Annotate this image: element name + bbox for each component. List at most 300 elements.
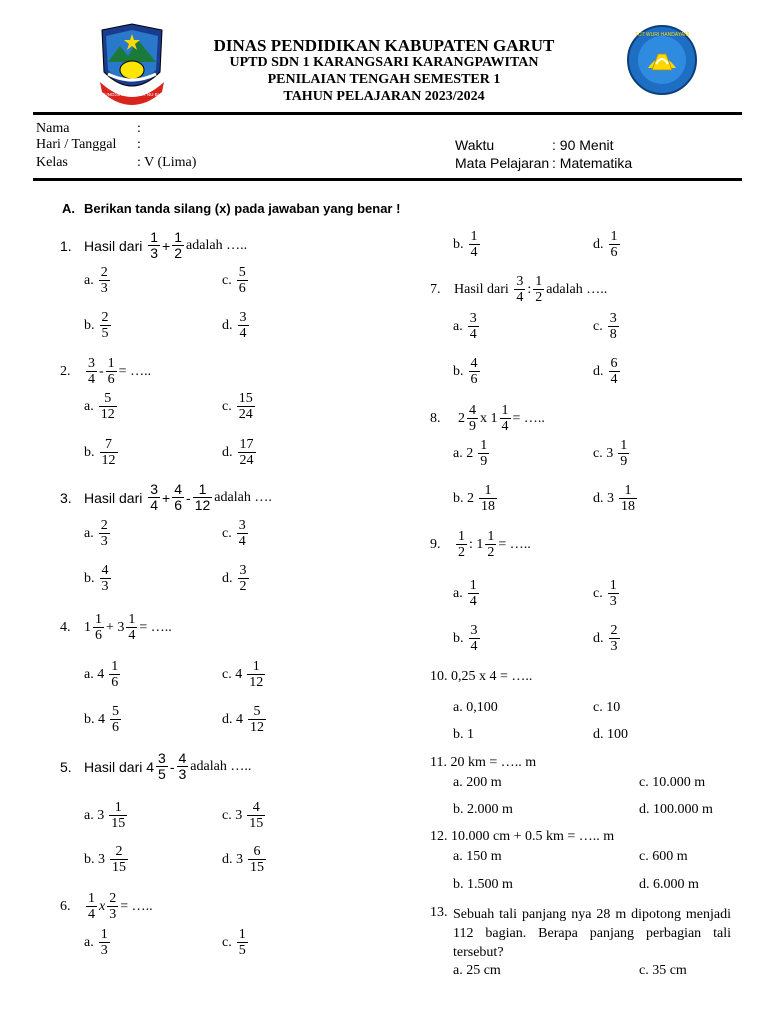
option-c[interactable] [593,311,621,342]
operator: - [186,489,191,506]
fraction [100,310,111,341]
denominator: 4 [88,372,95,387]
option-label: a. [84,398,94,414]
fraction [238,437,256,468]
numerator: 1 [480,438,488,453]
fraction [99,518,110,549]
question-number: 6. [60,898,71,914]
question-suffix: = ….. [118,363,152,379]
fraction [609,356,620,387]
fraction [86,356,97,387]
option-a[interactable] [84,927,112,958]
option-d[interactable] [593,229,622,260]
denominator: 9 [469,419,476,434]
fraction [237,265,248,296]
denominator: 3 [100,534,108,549]
operator: - [169,758,175,775]
denominator: 6 [470,372,478,387]
fraction [468,311,479,342]
denominator: 18 [481,499,495,514]
option-c[interactable] [222,265,250,296]
fraction [148,482,160,513]
option-label: d. 3 [593,490,614,506]
question-number: 3. [60,489,72,506]
question-9 [430,529,531,560]
option-label: a. [84,934,94,950]
option-label: b. [84,444,95,460]
question-text: Hasil dari [84,237,143,254]
numerator: 17 [239,437,254,452]
option-label: c. [222,398,232,414]
operator: x 1 [480,410,498,426]
numerator: 6 [253,844,261,859]
option-label: d. [593,236,604,252]
option-a[interactable] [84,800,129,831]
denominator: 8 [609,327,617,342]
numerator: 1 [535,274,543,289]
left-logo-motto: TEPI SEUNGGIRA GUNTUR NU BUGENAR [87,92,177,97]
option-label: d. 4 [222,711,243,727]
fraction [479,483,497,514]
denominator: 15 [112,860,126,875]
numerator: 2 [100,265,108,280]
option-c[interactable]: c. 10.000 m [639,775,706,790]
numerator: 2 [101,310,109,325]
denominator: 4 [150,497,159,513]
denominator: 9 [480,454,488,469]
denominator: 4 [128,628,136,643]
option-label: a. [84,525,94,541]
denominator: 2 [535,290,543,305]
option-b[interactable] [453,623,482,654]
numerator: 4 [174,481,183,497]
info-mapel-value: : Matematika [552,155,633,171]
fraction [238,563,249,594]
option-c[interactable] [222,927,250,958]
numerator: 1 [100,927,108,942]
option-b[interactable] [84,437,120,468]
fraction [608,578,619,609]
question-number: 13. [430,905,448,920]
info-kelas-value: : V (Lima) [137,155,197,170]
question-suffix: = ….. [120,898,153,914]
option-d[interactable]: d. 6.000 m [639,877,699,892]
denominator: 12 [194,497,211,513]
numerator: 4 [252,800,260,815]
numerator: 1 [88,891,95,906]
question-4 [60,612,172,643]
question-12: 12. 10.000 cm + 0.5 km = ….. m [430,829,615,844]
denominator: 9 [620,454,628,469]
option-c[interactable] [222,518,250,549]
option-d[interactable] [593,623,622,654]
denominator: 3 [178,766,187,782]
question-text: Hasil dari [454,281,509,297]
question-8 [430,403,545,434]
question-6 [60,891,153,922]
denominator: 12 [101,453,116,468]
denominator: 4 [610,372,618,387]
instruction-letter: A. [62,201,75,216]
fraction [100,563,111,594]
question-7 [430,274,607,305]
fraction [148,230,160,261]
option-d[interactable]: d. 100.000 m [639,802,713,817]
numerator: 2 [610,623,618,638]
numerator: 1 [128,612,136,627]
question-2 [60,356,151,387]
numerator: 3 [516,274,524,289]
numerator: 1 [238,927,246,942]
option-a[interactable] [84,265,112,296]
whole-number: 1 [84,619,91,635]
numerator: 2 [109,891,117,906]
header-line-2: UPTD SDN 1 KARANGSARI KARANGPAWITAN [229,55,539,70]
fraction [99,927,110,958]
fraction [109,659,120,690]
denominator: 6 [238,281,246,296]
fraction [107,891,118,922]
option-b[interactable]: b. 2.000 m [453,802,513,817]
numerator: 1 [469,578,477,593]
fraction [100,437,118,468]
fraction [609,623,620,654]
numerator: 3 [238,518,246,533]
denominator: 4 [469,594,477,609]
option-a[interactable] [453,438,491,469]
option-c[interactable]: c. 10 [593,700,621,715]
fraction [619,483,637,514]
info-hari-sep: : [137,137,141,152]
denominator: 6 [174,497,183,513]
fraction [248,844,266,875]
denominator: 2 [458,545,465,560]
option-d[interactable] [222,844,268,875]
numerator: 1 [95,612,102,627]
option-label: d. 3 [222,851,243,867]
option-c[interactable]: c. 600 m [639,849,688,864]
question-text: Hasil dari [84,489,143,506]
numerator: 1 [114,800,122,815]
option-a[interactable] [453,311,481,342]
numerator: 1 [458,529,465,544]
fraction [456,529,467,560]
denominator: 4 [88,907,95,922]
operator: : [527,281,532,297]
operator: + 3 [106,619,125,635]
denominator: 6 [111,675,119,690]
fraction [469,623,480,654]
denominator: 4 [501,419,509,434]
denominator: 3 [101,579,109,594]
option-label: b. [84,317,95,333]
operator: + [162,237,171,254]
denominator: 24 [238,407,253,422]
option-label: a. [84,272,94,288]
info-hari-label: Hari / Tanggal [36,137,117,152]
fraction [237,391,255,422]
info-kelas-label: Kelas [36,155,68,170]
fraction [193,482,213,513]
option-d[interactable] [222,563,251,594]
numerator: 1 [470,229,478,244]
fraction [156,751,168,782]
question-suffix: adalah …. [214,489,272,505]
option-a[interactable]: a. 150 m [453,849,502,864]
question-suffix: = ….. [139,619,172,635]
fraction [86,891,97,922]
fraction [237,927,248,958]
denominator: 6 [107,372,115,387]
denominator: 5 [101,326,109,341]
denominator: 4 [239,326,247,341]
denominator: 15 [250,860,264,875]
numerator: 1 [501,403,509,418]
numerator: 7 [105,437,112,452]
fraction [247,659,265,690]
denominator: 6 [112,720,119,735]
denominator: 3 [109,907,117,922]
numerator: 2 [100,518,108,533]
numerator: 3 [88,356,95,371]
option-d[interactable]: d. 100 [593,727,628,742]
header-divider [33,112,742,115]
header-line-3: PENILAIAN TENGAH SEMESTER 1 [267,72,501,87]
option-a[interactable]: a. 200 m [453,775,502,790]
header-line-1: DINAS PENDIDIKAN KABUPATEN GARUT [213,36,555,55]
info-nama-sep: : [137,121,141,136]
fraction [618,438,629,469]
question-text: Hasil dari 4 [84,758,155,775]
numerator: 3 [470,623,478,638]
operator: : 1 [469,536,484,552]
numerator: 4 [469,403,476,418]
option-d[interactable] [222,310,251,341]
fraction [238,310,249,341]
question-10: 10. 0,25 x 4 = ….. [430,669,533,684]
fraction [478,438,489,469]
option-b[interactable] [84,844,130,875]
denominator: 4 [238,534,246,549]
fraction [110,704,121,735]
denominator: 2 [239,579,247,594]
numerator: 1 [174,229,183,245]
numerator: 4 [101,563,109,578]
fraction [172,482,184,513]
numerator: 3 [239,310,247,325]
option-d[interactable] [222,437,258,468]
option-a[interactable]: a. 0,100 [453,700,498,715]
info-waktu-value: : 90 Menit [552,137,614,153]
denominator: 6 [610,245,618,260]
denominator: 3 [610,639,618,654]
fraction [93,612,104,643]
operator: x [99,898,106,914]
denominator: 3 [100,281,108,296]
question-number: 1. [60,237,72,254]
numerator: 1 [620,438,628,453]
denominator: 3 [100,943,108,958]
option-c[interactable] [222,659,267,690]
numerator: 1 [252,659,260,674]
fraction [237,518,248,549]
option-b[interactable] [84,704,123,735]
fraction [106,356,117,387]
option-label: c. 3 [593,445,614,461]
option-label: d. [593,363,604,379]
question-suffix: adalah ….. [186,237,248,253]
numerator: 1 [609,578,617,593]
numerator: 5 [112,704,119,719]
option-b[interactable] [453,356,482,387]
info-divider [33,178,742,181]
numerator: 2 [115,844,123,859]
numerator: 4 [470,356,478,371]
instruction-text: Berikan tanda silang (x) pada jawaban yang benar ! [84,201,401,216]
question-13-text: Sebuah tali panjang nya 28 m dipotong menjadi 112 bagian. Berapa panjang perbagian tali tersebut? [453,907,731,960]
right-logo-motto: TUT WURI HANDAYANI [634,32,690,38]
question-5 [60,751,251,782]
info-nama-label: Nama [36,121,70,136]
option-d[interactable] [593,483,639,514]
option-label: c. 3 [222,807,243,823]
option-a[interactable]: a. 25 cm [453,963,501,978]
denominator: 15 [249,816,264,831]
option-a[interactable] [84,391,119,422]
fraction [485,529,496,560]
denominator: 4 [470,639,478,654]
denominator: 4 [469,327,477,342]
denominator: 6 [95,628,102,643]
tut-wuri-handayani-logo [626,24,698,96]
option-b[interactable]: b. 1 [453,727,474,742]
option-a[interactable] [84,659,122,690]
numerator: 3 [239,563,247,578]
question-number: 8. [430,410,441,426]
numerator: 1 [198,481,207,497]
option-c[interactable] [593,438,631,469]
numerator: 5 [253,704,261,719]
option-c[interactable] [593,578,621,609]
denominator: 12 [100,407,115,422]
option-d[interactable] [222,704,268,735]
fraction [533,274,544,305]
fraction [99,265,110,296]
numerator: 3 [609,311,617,326]
denominator: 12 [249,675,264,690]
numerator: 5 [238,265,246,280]
option-label: b. [453,236,464,252]
question-11: 11. 20 km = ….. m [430,755,537,770]
numerator: 5 [104,391,112,406]
option-label: b. 4 [84,711,105,727]
option-d[interactable] [593,356,622,387]
option-b[interactable] [84,563,113,594]
option-label: c. [222,272,232,288]
option-label: a. 4 [84,666,105,682]
operator: + [162,489,171,506]
denominator: 2 [174,245,183,261]
question-number: 7. [430,281,441,297]
option-label: c. 4 [222,666,243,682]
option-label: d. [222,444,233,460]
denominator: 24 [239,453,254,468]
fraction [247,800,265,831]
numerator: 3 [469,311,477,326]
option-label: c. [593,318,603,334]
fraction [110,844,128,875]
fraction [609,229,620,260]
numerator: 1 [624,483,632,498]
info-mapel-label: Mata Pelajaran [455,155,550,171]
option-b[interactable]: b. 1.500 m [453,877,513,892]
option-a[interactable] [84,518,112,549]
info-waktu-label: Waktu [455,137,495,153]
option-b[interactable] [453,483,499,514]
option-label: a. [453,585,463,601]
header-line-4: TAHUN PELAJARAN 2023/2024 [283,89,485,104]
option-a[interactable] [453,578,481,609]
fraction [467,403,478,434]
option-label: b. [453,363,464,379]
fraction [469,229,480,260]
fraction [172,230,184,261]
denominator: 18 [621,499,635,514]
question-number: 9. [430,536,441,552]
numerator: 1 [107,356,115,371]
option-b[interactable] [453,229,482,260]
fraction [469,356,480,387]
option-b[interactable] [84,310,113,341]
fraction [514,274,525,305]
question-number: 5. [60,758,72,775]
fraction [248,704,266,735]
option-c[interactable]: c. 35 cm [639,963,687,978]
question-suffix: adalah ….. [190,758,252,774]
whole-number: 2 [458,410,465,426]
numerator: 4 [178,750,187,766]
denominator: 4 [516,290,524,305]
option-label: d. [222,570,233,586]
option-label: a. [453,318,463,334]
numerator: 1 [610,229,618,244]
denominator: 3 [150,245,159,261]
fraction [500,403,511,434]
fraction [468,578,479,609]
numerator: 3 [150,481,159,497]
option-label: a. 3 [84,807,105,823]
denominator: 4 [470,245,478,260]
option-label: c. [222,934,232,950]
denominator: 3 [609,594,617,609]
numerator: 1 [487,529,495,544]
option-label: c. [593,585,603,601]
question-1 [60,230,247,261]
fraction [109,800,127,831]
option-label: a. 2 [453,445,474,461]
fraction [608,311,619,342]
option-label: d. [222,317,233,333]
option-c[interactable] [222,391,257,422]
denominator: 2 [487,545,495,560]
option-c[interactable] [222,800,267,831]
denominator: 5 [158,766,166,782]
question-number: 4. [60,619,71,635]
option-label: d. [593,630,604,646]
option-label: b. [453,630,464,646]
operator: - [99,363,104,379]
denominator: 5 [238,943,246,958]
